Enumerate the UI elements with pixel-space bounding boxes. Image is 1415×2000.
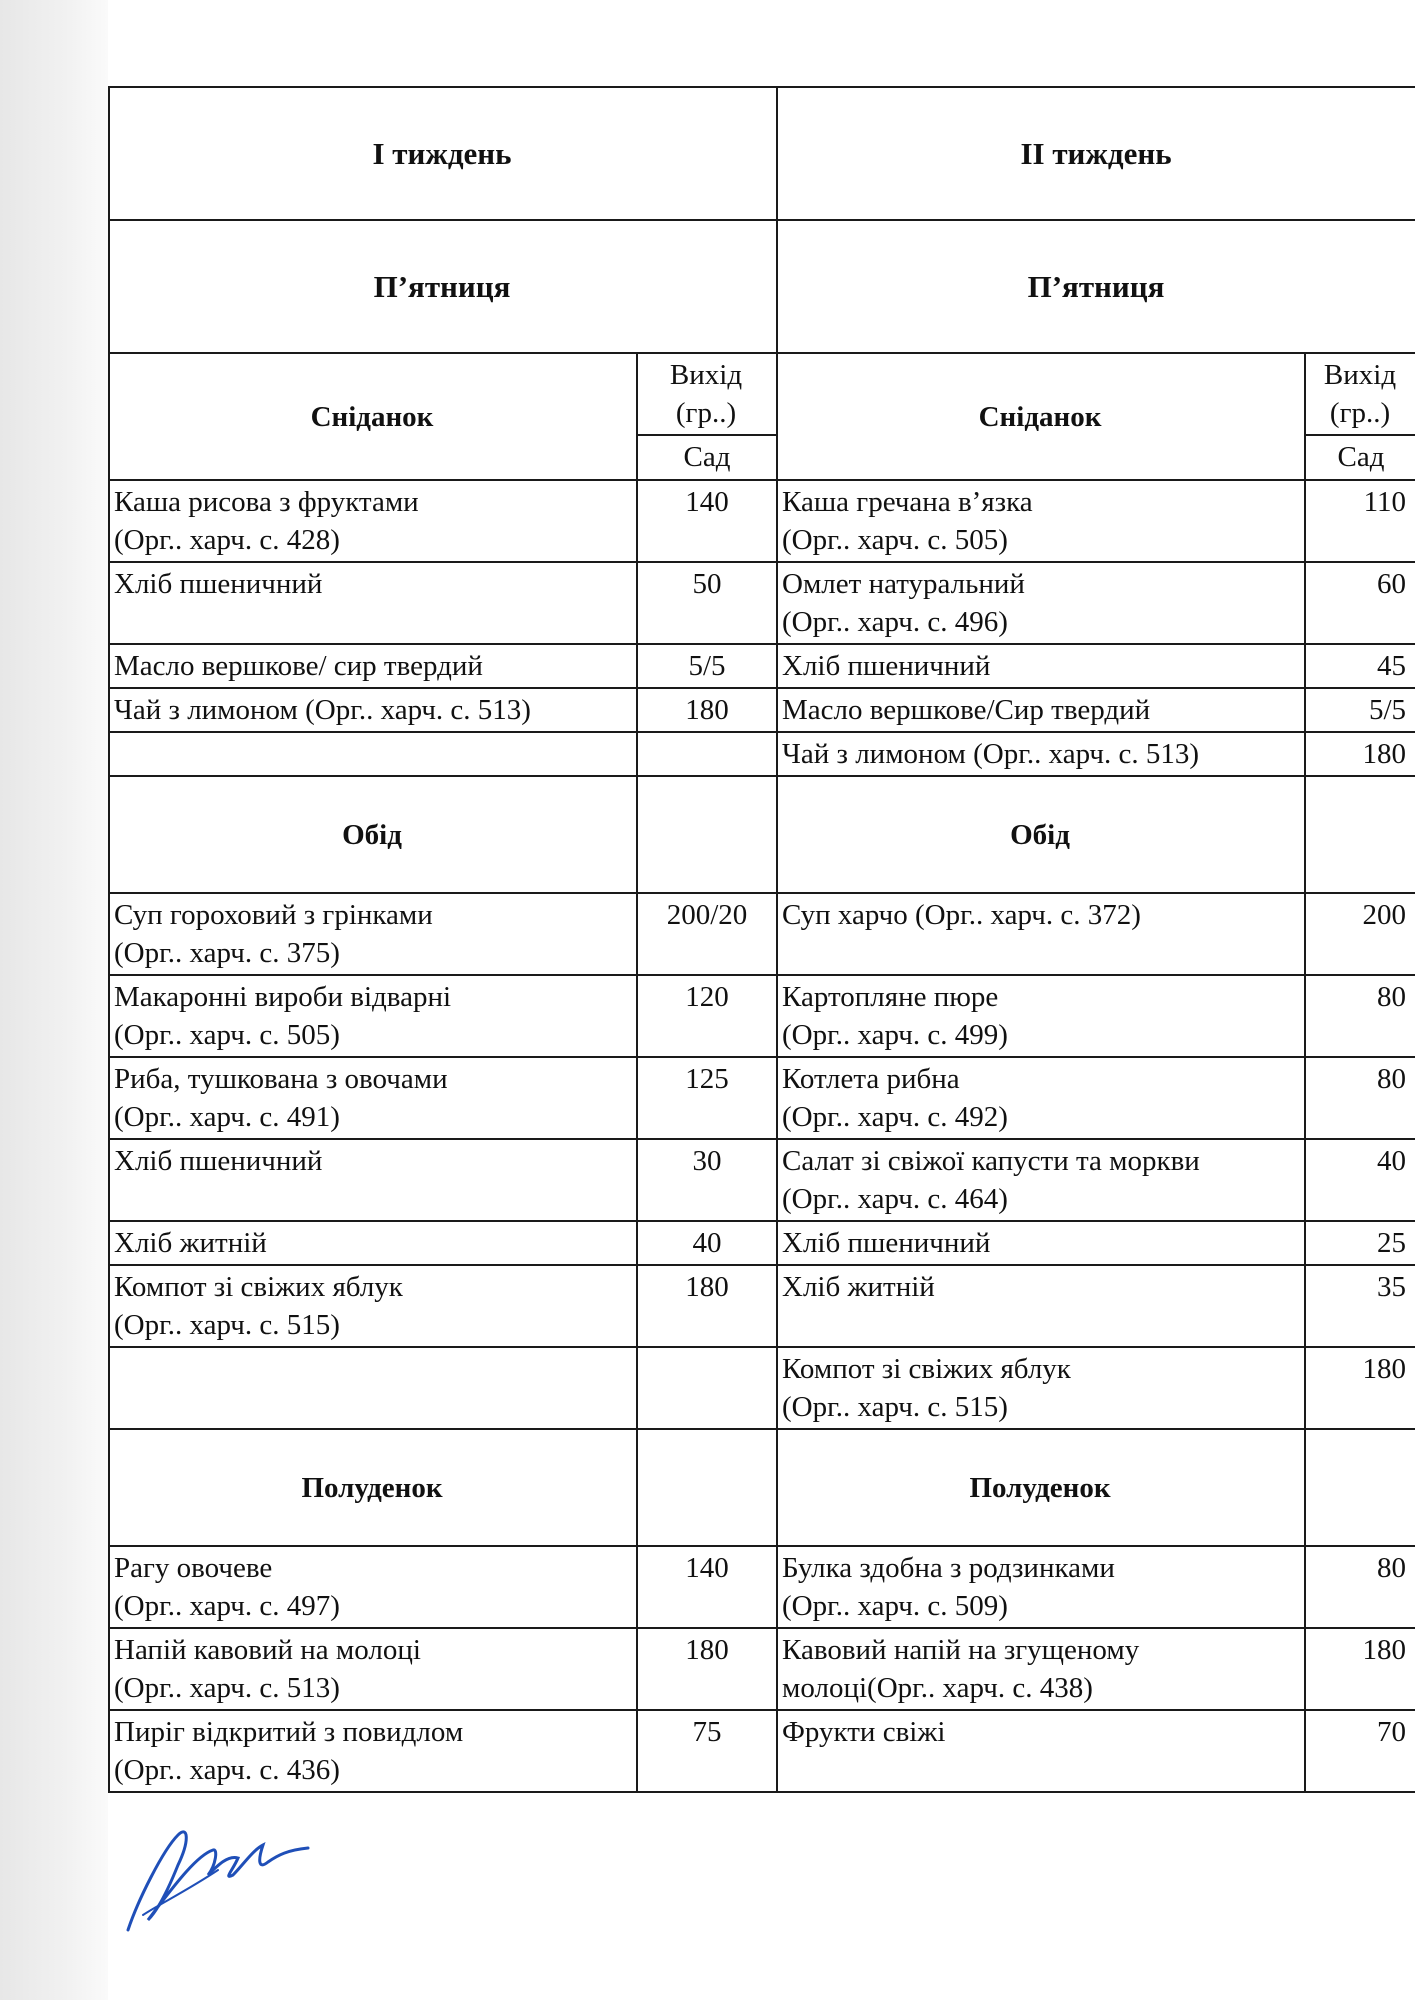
dish-week2 [777,893,1305,975]
yield-week1-text: 140 [685,1552,729,1584]
yield-week2-text: 60 [1377,568,1407,600]
dish-week1 [109,1221,637,1265]
yield-week2 [1305,732,1415,776]
yield-week1-text: 180 [685,694,729,726]
dish-week2 [777,1139,1305,1221]
yield-week1-text: 120 [685,981,729,1013]
yield-week1 [637,1710,777,1792]
yield1-label: Вихід (гр..) [637,353,777,435]
dish-week2 [777,1710,1305,1792]
yield-week2 [1305,1139,1415,1221]
dish-week2 [777,1628,1305,1710]
day1-title: П’ятниця [109,220,777,353]
dish-week1-text: Пиріг відкритий з повидлом [114,1716,464,1748]
dish-week1-text: (Орг.. харч. с. 436) [114,1754,340,1786]
yield-week2-text: 180 [1362,738,1407,770]
yield-week2-text: 25 [1377,1227,1407,1259]
dish-week2-text: Масло вершкове/Сир твердий [782,694,1151,726]
table-row [109,1628,1415,1710]
dish-week1-text: (Орг.. харч. с. 497) [114,1590,340,1622]
day2-title: П’ятниця [777,220,1415,353]
dish-week1 [109,480,637,562]
yield-week2 [1305,1221,1415,1265]
dish-week2-text: Котлета рибна [782,1063,960,1095]
yield-week1 [637,1221,777,1265]
dish-week1 [109,1057,637,1139]
scan-shadow-edge [0,0,108,2000]
dish-week2 [777,732,1305,776]
snack2-title: Полуденок [777,1429,1305,1546]
sad2-label: Сад [1305,435,1415,480]
dish-week2-text: (Орг.. харч. с. 499) [782,1019,1008,1051]
dish-week2 [777,688,1305,732]
table-row [109,1347,1415,1429]
yield-week1 [637,1057,777,1139]
dish-week2 [777,562,1305,644]
table-row [109,1546,1415,1628]
dish-week1-text: Компот зі свіжих яблук [114,1271,403,1303]
dish-week1 [109,732,637,776]
yield-week1-text: 5/5 [688,650,726,682]
dish-week2 [777,975,1305,1057]
dish-week1 [109,644,637,688]
dish-week2 [777,1546,1305,1628]
dish-week1-text: (Орг.. харч. с. 505) [114,1019,340,1051]
yield-week1-text: 180 [685,1271,729,1303]
dish-week2 [777,480,1305,562]
table-row [109,1139,1415,1221]
yield2-label: Вихід (гр..) [1305,353,1415,435]
dish-week2-text: Картопляне пюре [782,981,999,1013]
yield-week2 [1305,975,1415,1057]
yield-week2 [1305,1347,1415,1429]
breakfast2-title: Сніданок [777,353,1305,480]
dish-week2-text: (Орг.. харч. с. 492) [782,1101,1008,1133]
yield-week2 [1305,1710,1415,1792]
dish-week2-text: Каша гречана в’язка [782,486,1033,518]
lunch1-title: Обід [109,776,637,893]
yield-week2-text: 80 [1377,1552,1407,1584]
yield-week1 [637,1347,777,1429]
yield-week2 [1305,1546,1415,1628]
dish-week2 [777,1221,1305,1265]
yield-week2 [1305,1628,1415,1710]
dish-week2-text: Чай з лимоном (Орг.. харч. с. 513) [782,738,1199,770]
yield-week2 [1305,688,1415,732]
yield-week2-text: 45 [1377,650,1407,682]
dish-week1 [109,1139,637,1221]
dish-week1-text: (Орг.. харч. с. 515) [114,1309,340,1341]
table-row [109,562,1415,644]
dish-week2-text: Суп харчо (Орг.. харч. с. 372) [782,899,1141,931]
dish-week2-text: (Орг.. харч. с. 515) [782,1391,1008,1423]
snack1-title: Полуденок [109,1429,637,1546]
yield-week2-text: 80 [1377,1063,1407,1095]
signature [118,1810,318,1940]
yield-week1 [637,562,777,644]
dish-week2-text: (Орг.. харч. с. 505) [782,524,1008,556]
dish-week1-text: (Орг.. харч. с. 375) [114,937,340,969]
dish-week1 [109,1546,637,1628]
yield-week2-text: 35 [1377,1271,1407,1303]
dish-week2-text: (Орг.. харч. с. 509) [782,1590,1008,1622]
table-row [109,688,1415,732]
lunch2-yield-empty [1305,776,1415,893]
yield-week2 [1305,480,1415,562]
yield-week1-text: 50 [692,568,722,600]
dish-week2-text: Хліб пшеничний [782,1227,991,1259]
yield-week2-text: 5/5 [1368,694,1407,726]
dish-week1-text: (Орг.. харч. с. 428) [114,524,340,556]
dish-week1-text: Хліб житній [114,1227,267,1259]
dish-week1 [109,1710,637,1792]
yield-week1 [637,688,777,732]
dish-week2-text: (Орг.. харч. с. 464) [782,1183,1008,1215]
table-row [109,1710,1415,1792]
dish-week2-text: Кавовий напій на згущеному [782,1634,1140,1666]
yield-week2-text: 180 [1362,1634,1407,1666]
dish-week2 [777,644,1305,688]
dish-week2-text: Хліб пшеничний [782,650,991,682]
table-row [109,480,1415,562]
lunch2-title: Обід [777,776,1305,893]
dish-week1-text: (Орг.. харч. с. 491) [114,1101,340,1133]
dish-week1-text: Каша рисова з фруктами [114,486,419,518]
yield-week1-text: 75 [692,1716,722,1748]
week1-title: І тиждень [109,87,777,220]
dish-week1-text: Хліб пшеничний [114,568,323,600]
yield-week2 [1305,562,1415,644]
dish-week1 [109,1265,637,1347]
dish-week2-text: Хліб житній [782,1271,935,1303]
dish-week2-text: Компот зі свіжих яблук [782,1353,1071,1385]
breakfast1-title: Сніданок [109,353,637,480]
dish-week1 [109,1628,637,1710]
dish-week2-text: Салат зі свіжої капусти та моркви [782,1145,1200,1177]
yield-week2 [1305,1057,1415,1139]
table-row [109,975,1415,1057]
dish-week2 [777,1057,1305,1139]
dish-week1-text: Масло вершкове/ сир твердий [114,650,483,682]
dish-week2-text: молоці(Орг.. харч. с. 438) [782,1672,1093,1704]
dish-week1 [109,562,637,644]
table-row [109,893,1415,975]
day-header-row [109,220,1415,353]
yield-week1 [637,1139,777,1221]
yield-week1-text: 200/20 [666,899,748,931]
yield-week1 [637,1628,777,1710]
yield-week1-text: 30 [692,1145,722,1177]
dish-week1 [109,688,637,732]
dish-week1-text: Напій кавовий на молоці [114,1634,421,1666]
dish-week2 [777,1347,1305,1429]
yield-week2-text: 70 [1377,1716,1407,1748]
yield-week2-text: 200 [1362,899,1407,931]
dish-week2-text: Омлет натуральний [782,568,1025,600]
lunch1-yield-empty [637,776,777,893]
dish-week1-text: Риба, тушкована з овочами [114,1063,448,1095]
breakfast-header-row [109,353,1415,435]
yield-week1-text: 125 [685,1063,729,1095]
dish-week2 [777,1265,1305,1347]
snack1-yield-empty [637,1429,777,1546]
yield-week1 [637,1546,777,1628]
menu-table [108,86,1415,1793]
dish-week1-text: Хліб пшеничний [114,1145,323,1177]
table-row [109,732,1415,776]
yield-week1 [637,732,777,776]
table-row [109,1221,1415,1265]
yield-week2 [1305,893,1415,975]
week-header-row [109,87,1415,220]
yield-week1-text: 40 [692,1227,722,1259]
dish-week1-text: Суп гороховий з грінками [114,899,433,931]
snack2-yield-empty [1305,1429,1415,1546]
dish-week2-text: Фрукти свіжі [782,1716,946,1748]
table-row [109,644,1415,688]
yield-week2-text: 180 [1362,1353,1407,1385]
table-row [109,1265,1415,1347]
yield-week2-text: 80 [1377,981,1407,1013]
dish-week1 [109,1347,637,1429]
lunch-section-row [109,776,1415,893]
yield-week1-text: 140 [685,486,729,518]
dish-week1 [109,893,637,975]
yield-week2 [1305,1265,1415,1347]
week2-title: ІІ тиждень [777,87,1415,220]
dish-week1-text: Рагу овочеве [114,1552,273,1584]
dish-week2-text: Булка здобна з родзинками [782,1552,1115,1584]
dish-week2-text: (Орг.. харч. с. 496) [782,606,1008,638]
sad1-label: Сад [637,435,777,480]
dish-week1-text: Макаронні вироби відварні [114,981,452,1013]
yield-week2-text: 110 [1363,486,1407,518]
dish-week1-text: (Орг.. харч. с. 513) [114,1672,340,1704]
signature-stroke [128,1832,308,1930]
table-row [109,1057,1415,1139]
yield-week1 [637,644,777,688]
yield-week2 [1305,644,1415,688]
yield-week2-text: 40 [1377,1145,1407,1177]
yield-week1 [637,480,777,562]
yield-week1-text: 180 [685,1634,729,1666]
dish-week1 [109,975,637,1057]
yield-week1 [637,893,777,975]
snack-section-row [109,1429,1415,1546]
yield-week1 [637,1265,777,1347]
dish-week1-text: Чай з лимоном (Орг.. харч. с. 513) [114,694,531,726]
yield-week1 [637,975,777,1057]
